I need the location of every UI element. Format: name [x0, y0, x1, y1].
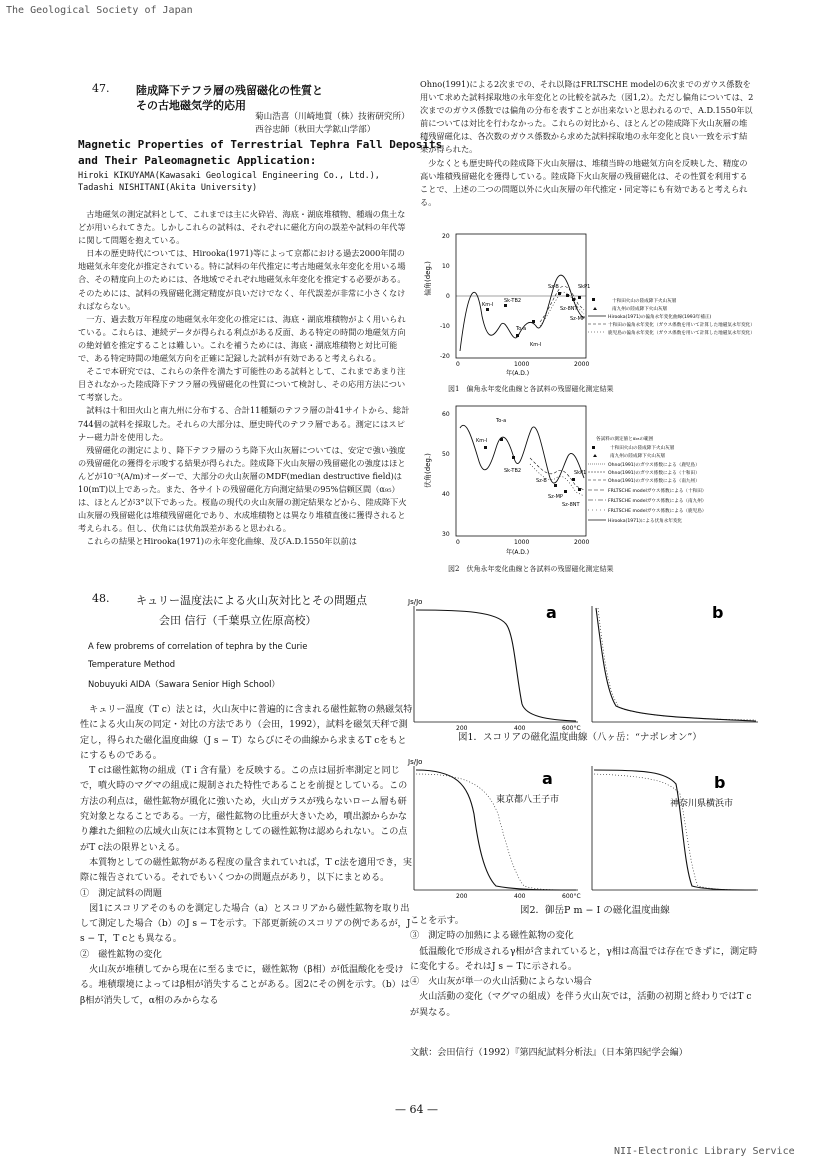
article48-title-en-2: Temperature Method	[88, 659, 176, 669]
svg-text:十和田火山の陸成降下火山灰層: 十和田火山の陸成降下火山灰層	[612, 299, 677, 304]
svg-text:各試料の測定値とα₉₅の範囲: 各試料の測定値とα₉₅の範囲	[596, 437, 654, 442]
svg-text:Hirooka(1971)による伏角永年変化: Hirooka(1971)による伏角永年変化	[608, 519, 683, 524]
article47-number: 47.	[92, 82, 110, 95]
fig48-2-ylabel: Js/Jo	[408, 758, 423, 766]
fig2-hirooka-curve	[460, 425, 587, 483]
article48-reference: 文献：会田信行（1992）『第四紀試料分析法』（日本第四紀学会編）	[410, 1048, 688, 1058]
paragraph: キュリー温度（T c）法とは，火山灰中に普遍的に含まれる磁性鉱物の熱磁気特性による火山灰の同定・対比の方法であり（会田，1992），試料を磁気天秤で測定し，得られた磁化温度曲線（J s − T）ならびにその曲線から求まるT cをもとにするものである。	[80, 705, 413, 761]
fig2-points	[484, 438, 581, 493]
fig48-2-panel-label: b	[714, 773, 726, 792]
article48-fig2-caption: 図2．御岳P m − I の磁化温度曲線	[520, 905, 670, 916]
fig48-1-ylabel: Js/Jo	[408, 598, 423, 606]
fig1-label: SkP1	[578, 284, 591, 290]
fig1-label: Sk-TB2	[504, 298, 522, 304]
svg-text:Hirooka(1971)の偏角永年変化曲線(1993年補正: Hirooka(1971)の偏角永年変化曲線(1993年補正)	[608, 315, 712, 320]
svg-text:十和田の偏角永年変化（ガウス係数を用いて計算した地磁気永年変: 十和田の偏角永年変化（ガウス係数を用いて計算した地磁気永年変化）	[608, 323, 755, 328]
fig1-label: To-a	[516, 326, 527, 332]
society-header: The Geological Society of Japan	[6, 5, 193, 16]
fig1-label: Km-I	[530, 342, 542, 348]
fig2-label: Km-I	[476, 438, 488, 444]
fig1-label: Sz-B	[548, 284, 559, 290]
fig2-ytick: 30	[442, 531, 450, 538]
article47-fig2-caption: 図2 伏角永年変化曲線と各試料の残留磁化測定結果	[448, 565, 614, 573]
paragraph: ことを示す。	[410, 916, 464, 926]
paragraph: 一方、過去数万年程度の地磁気永年変化の推定には、海底・湖底堆積物がよく用いられている。これらは、連続データが得られる利点がある反面、ある特定の時間の地磁気方向の絶対値を推定することは難しい。これを補うためには、海底・湖底堆積物と対比可能で、ある特定時間の地磁気方向を正確に記録した試料が有効であると考えられる。	[78, 313, 406, 364]
article47-author-en-2: Tadashi NISHITANI(Akita University)	[78, 183, 258, 193]
fig48-1-xtick: 200	[456, 725, 468, 732]
item4-body: 火山活動の変化（マグマの組成）を伴う火山灰では，活動の初期と終わりではT cが異なる。	[410, 992, 752, 1018]
article48-author-jp: 会田 信行（千葉県立佐原高校）	[159, 614, 317, 627]
footer-service: NII-Electronic Library Service	[614, 1146, 795, 1157]
item1-title: ① 測定試料の問題	[80, 888, 162, 899]
fig48-1a-curve	[416, 610, 576, 721]
item4-title: ④ 火山灰が単一の火山活動によらない場合	[410, 977, 592, 988]
fig2-xtick: 0	[456, 539, 460, 546]
fig2-label: Sz-8NT	[562, 502, 580, 508]
fig1-xlabel: 年(A.D.)	[506, 370, 530, 377]
fig2-ytick: 60	[442, 411, 450, 418]
fig48-2-panel-b	[592, 766, 758, 890]
svg-text:FRLTSCHE modelガウス係数による（南九州）: FRLTSCHE modelガウス係数による（南九州）	[608, 499, 707, 504]
page-number: — 64 —	[395, 1103, 438, 1116]
item3-body: 低温酸化で形成されるγ相が含まれていると，γ相は高温では存在できずに，測定時に変化する。それはJ s − Tに示される。	[410, 946, 758, 972]
fig1-xtick: 1000	[514, 361, 530, 368]
fig48-1-panel-b	[592, 603, 758, 722]
article47-figure2	[420, 398, 760, 573]
article47-author-jp-1: 菊山浩喜（川崎地質（株）技術研究所）	[255, 112, 410, 122]
article47-title-en-2: and Their Paleomagnetic Application:	[78, 154, 317, 167]
article48-body-left	[80, 703, 414, 1009]
fig48-1-panel-a	[414, 603, 581, 732]
fig48-1-panel-label: a	[546, 603, 557, 622]
article48-number: 48.	[92, 592, 110, 605]
fig48-2-xtick: 600°C	[562, 893, 581, 900]
fig2-label: Sz-MP	[548, 494, 563, 500]
svg-text:鹿児島の偏角永年変化（ガウス係数を用いて計算した地磁気永年変: 鹿児島の偏角永年変化（ガウス係数を用いて計算した地磁気永年変化）	[608, 331, 755, 336]
fig1-ytick: 20	[442, 233, 450, 240]
svg-text:Ohno(1991)のガウス係数による（南九州）: Ohno(1991)のガウス係数による（南九州）	[608, 479, 700, 484]
svg-text:Ohno(1991)のガウス係数による（鹿児島）: Ohno(1991)のガウス係数による（鹿児島）	[608, 463, 700, 468]
article47-title-en-1: Magnetic Properties of Terrestrial Tephra Fall Deposits	[78, 138, 443, 151]
fig1-ytick: -20	[440, 353, 450, 360]
fig2-label: To-a	[496, 418, 507, 424]
article47-fig1-caption: 図1 偏角永年変化曲線と各試料の残留磁化測定結果	[448, 385, 614, 393]
item1-body: 図1にスコリアそのものを測定した場合（a）とスコリアから磁性鉱物を取り出して測定した場合（b）のJ s − Tを示す。下部更新統のスコリアの例であるが，J s − T，T cとも異なる。	[80, 903, 411, 945]
article47-author-en-1: Hiroki KIKUYAMA(Kawasaki Geological Engineering Co., Ltd.),	[78, 171, 380, 181]
fig2-ytick: 40	[442, 491, 450, 498]
article47-figure1	[420, 226, 760, 386]
fig1-points	[486, 292, 581, 337]
article48-author-en: Nobuyuki AIDA（Sawara Senior High School）	[88, 679, 280, 689]
article48-body-right	[410, 914, 760, 1021]
fig48-2-panel-a	[414, 766, 581, 900]
fig1-label: Sz-MP	[570, 316, 585, 322]
fig48-1-panel-label: b	[712, 603, 724, 622]
paragraph: 古地磁気の測定試料として、これまでは主に火砕岩、海底・湖底堆積物、種端の焦土などが用いられてきた。しかしこれらの試料は、それぞれに磁化方向の誤差や試料の年代等に関して問題を抱えている。	[78, 209, 406, 246]
paragraph: 残留磁化の測定により、降下テフラ層のうち降下火山灰層については、安定で強い強度の残留磁化の獲得を示唆する結果が得られた。陸成降下火山灰層の残留磁化の強度はほとんどが10⁻³(A/m)オーダーで、大部分の火山灰層のMDF(median destructive field)は10(mT)以上であった。また、各サイトの残留磁化方向測定結果の95%信頼区間（α₉₅）は、ほとんどが3°以下であった。桜島の現代の火山灰層の測定結果などから、陸成降下火山灰層の残留磁化は堆積残留磁化であり、水成堆積物とは異なり堆積直後に獲得されると考えられる。但し、伏角には伏角誤差があると思われる。	[78, 444, 407, 534]
fig48-2b-curve-dotted	[594, 774, 756, 890]
fig1-ytick: 10	[442, 263, 450, 270]
fig1-ylabel: 偏角(deg.)	[424, 261, 432, 296]
svg-text:FRLTSCHE modelガウス係数による（鹿児島）: FRLTSCHE modelガウス係数による（鹿児島）	[608, 509, 707, 514]
fig1-xtick: 0	[456, 361, 460, 368]
article47-title-2: その古地磁気学的応用	[136, 99, 246, 112]
paragraph: Ohno(1991)による2次までの、それ以降はFRLTSCHE modelの6次までのガウス係数を用いて求めた試料採取地の永年変化との比較を試みた（図1,2）。ただし偏角については、2次までのガウス係数では偏角の分布を表すことが出来ないと思われるので、A.D.1550年以前については対比を行わなかった。これらの対比から、ほとんどの陸成降下火山灰層の堆積残留磁化は、各次数のガウス係数から求めた試料採取地の永年変化と良い一致を示す結果が得られた。	[420, 79, 754, 155]
fig2-legend	[588, 435, 706, 524]
article47-title-1: 陸成降下テフラ層の残留磁化の性質と	[136, 84, 323, 97]
svg-text:南九州の陸成降下火山灰層: 南九州の陸成降下火山灰層	[610, 454, 666, 459]
paragraph: 日本の歴史時代については、Hirooka(1971)等によって京都における過去2000年間の地磁気永年変化が推定されている。特に試料の年代推定に考古地磁気永年変化を用いる場合、その精度向上のためには、各地域でそれぞれ地磁気永年変化を推定する必要がある。そのためには、試料の残留磁化測定精度が良いだけでなく、年代誤差が非常に小さくなければならない。	[78, 248, 406, 311]
fig2-xtick: 1000	[514, 539, 530, 546]
paragraph: 試料は十和田火山と南九州に分布する、合計11種類のテフラ層の計41サイトから、総計744個の試料を採取した。それらの大部分は、歴史時代のテフラ層である。測定にはスピナー磁力計を使用した。	[78, 405, 410, 442]
fig48-2-site: 東京都八王子市	[496, 795, 560, 805]
fig48-2a-curve	[416, 770, 576, 890]
article47-author-jp-2: 西谷忠師（秋田大学鉱山学部）	[255, 125, 376, 135]
fig48-1b-curve-dotted	[598, 608, 756, 720]
article47-body-left	[78, 208, 410, 548]
fig1-label: Sz-8NT	[560, 306, 578, 312]
fig2-xlabel: 年(A.D.)	[506, 549, 530, 556]
fig2-ylabel: 伏角(deg.)	[424, 453, 432, 488]
svg-text:南九州の陸成降下火山灰層: 南九州の陸成降下火山灰層	[612, 307, 668, 312]
fig2-label: Sz-B	[536, 478, 547, 484]
fig48-2-panel-label: a	[542, 769, 553, 788]
fig2-label: Sk-TB2	[504, 468, 522, 474]
svg-text:Ohno(1991)のガウス係数による（十和田）: Ohno(1991)のガウス係数による（十和田）	[608, 471, 700, 476]
fig48-2b-curve	[594, 770, 756, 890]
svg-text:FRLTSCHE modelガウス係数による（十和田）: FRLTSCHE modelガウス係数による（十和田）	[608, 489, 707, 494]
fig2-label: SkP1	[574, 470, 587, 476]
article48-figure2	[406, 754, 766, 904]
article47-body-right	[420, 78, 755, 209]
article48-title: キュリー温度法による火山灰対比とその問題点	[136, 594, 367, 607]
fig48-1-xtick: 400	[514, 725, 526, 732]
fig48-2-xtick: 400	[514, 893, 526, 900]
item2-body: 火山灰が堆積してから現在に至るまでに，磁性鉱物（β相）が低温酸化を受ける。堆積環境によってはβ相が消失することがある。図2にその例を示す。（b）はβ相が消失して，α相のみからなる	[80, 965, 410, 1006]
fig48-2a-curve-dotted	[416, 774, 576, 890]
fig48-1b-curve	[596, 608, 756, 721]
fig1-xtick: 2000	[574, 361, 590, 368]
paragraph: T cは磁性鉱物の組成（T i 含有量）を反映する。この点は屈折率測定と同じで，噴火時のマグマの組成に規制された特性であることを前提としている。この方法の利点は，磁性鉱物が風化に強いため，火山ガラスが残らないローム層も研究対象となることである。一方，磁性鉱物の比重が大きいため，噴出源からかなり離れた細粒の広域火山灰には本質物としての磁性鉱物は認められない。この点がT c法の限界といえる。	[80, 766, 408, 853]
paragraph: これらの結果とHirooka(1971)の永年変化曲線、及びA.D.1550年以前は	[86, 536, 357, 547]
fig1-label: Km-I	[482, 302, 494, 308]
fig48-1-xtick: 600°C	[562, 725, 581, 732]
fig48-2-xtick: 200	[456, 893, 468, 900]
item3-title: ③ 測定時の加熱による磁性鉱物の変化	[410, 931, 574, 942]
article48-fig1-caption: 図1．スコリアの磁化温度曲線（八ヶ岳：“ナポレオン”）	[458, 732, 702, 743]
fig1-ytick: -10	[440, 323, 450, 330]
fig1-ytick: 0	[446, 293, 450, 300]
fig1-legend	[588, 297, 755, 336]
paragraph: 本質物としての磁性鉱物がある程度の量含まれていれば，T c法を適用でき，実際に報告されている。それでもいくつかの問題点があり，以下にまとめる。	[80, 857, 412, 884]
svg-text:十和田火山の陸成降下火山灰層: 十和田火山の陸成降下火山灰層	[610, 446, 675, 451]
fig2-ytick: 50	[442, 451, 450, 458]
item2-title: ② 磁性鉱物の変化	[80, 949, 162, 960]
fig48-2-site: 神奈川県横浜市	[670, 799, 734, 809]
paragraph: 少なくとも歴史時代の陸成降下火山灰層は、堆積当時の地磁気方向を反映した、精度の高い堆積残留磁化を獲得している。陸成降下火山灰層の残留磁化は、その性質を利用することで、上述の二つの問題以外に火山灰層の年代推定・同定等にも有効であると考えられる。	[420, 157, 748, 207]
article48-title-en-1: A few probrems of correlation of tephra by the Curie	[88, 641, 308, 651]
paragraph: そこで本研究では、これらの条件を満たす可能性のある試料として、これまであまり注目されなかった陸成降下テフラ層の残留磁化の性質について検討し、その応用方法について考察した。	[78, 366, 406, 403]
article48-figure1	[406, 594, 766, 744]
fig2-xtick: 2000	[574, 539, 590, 546]
